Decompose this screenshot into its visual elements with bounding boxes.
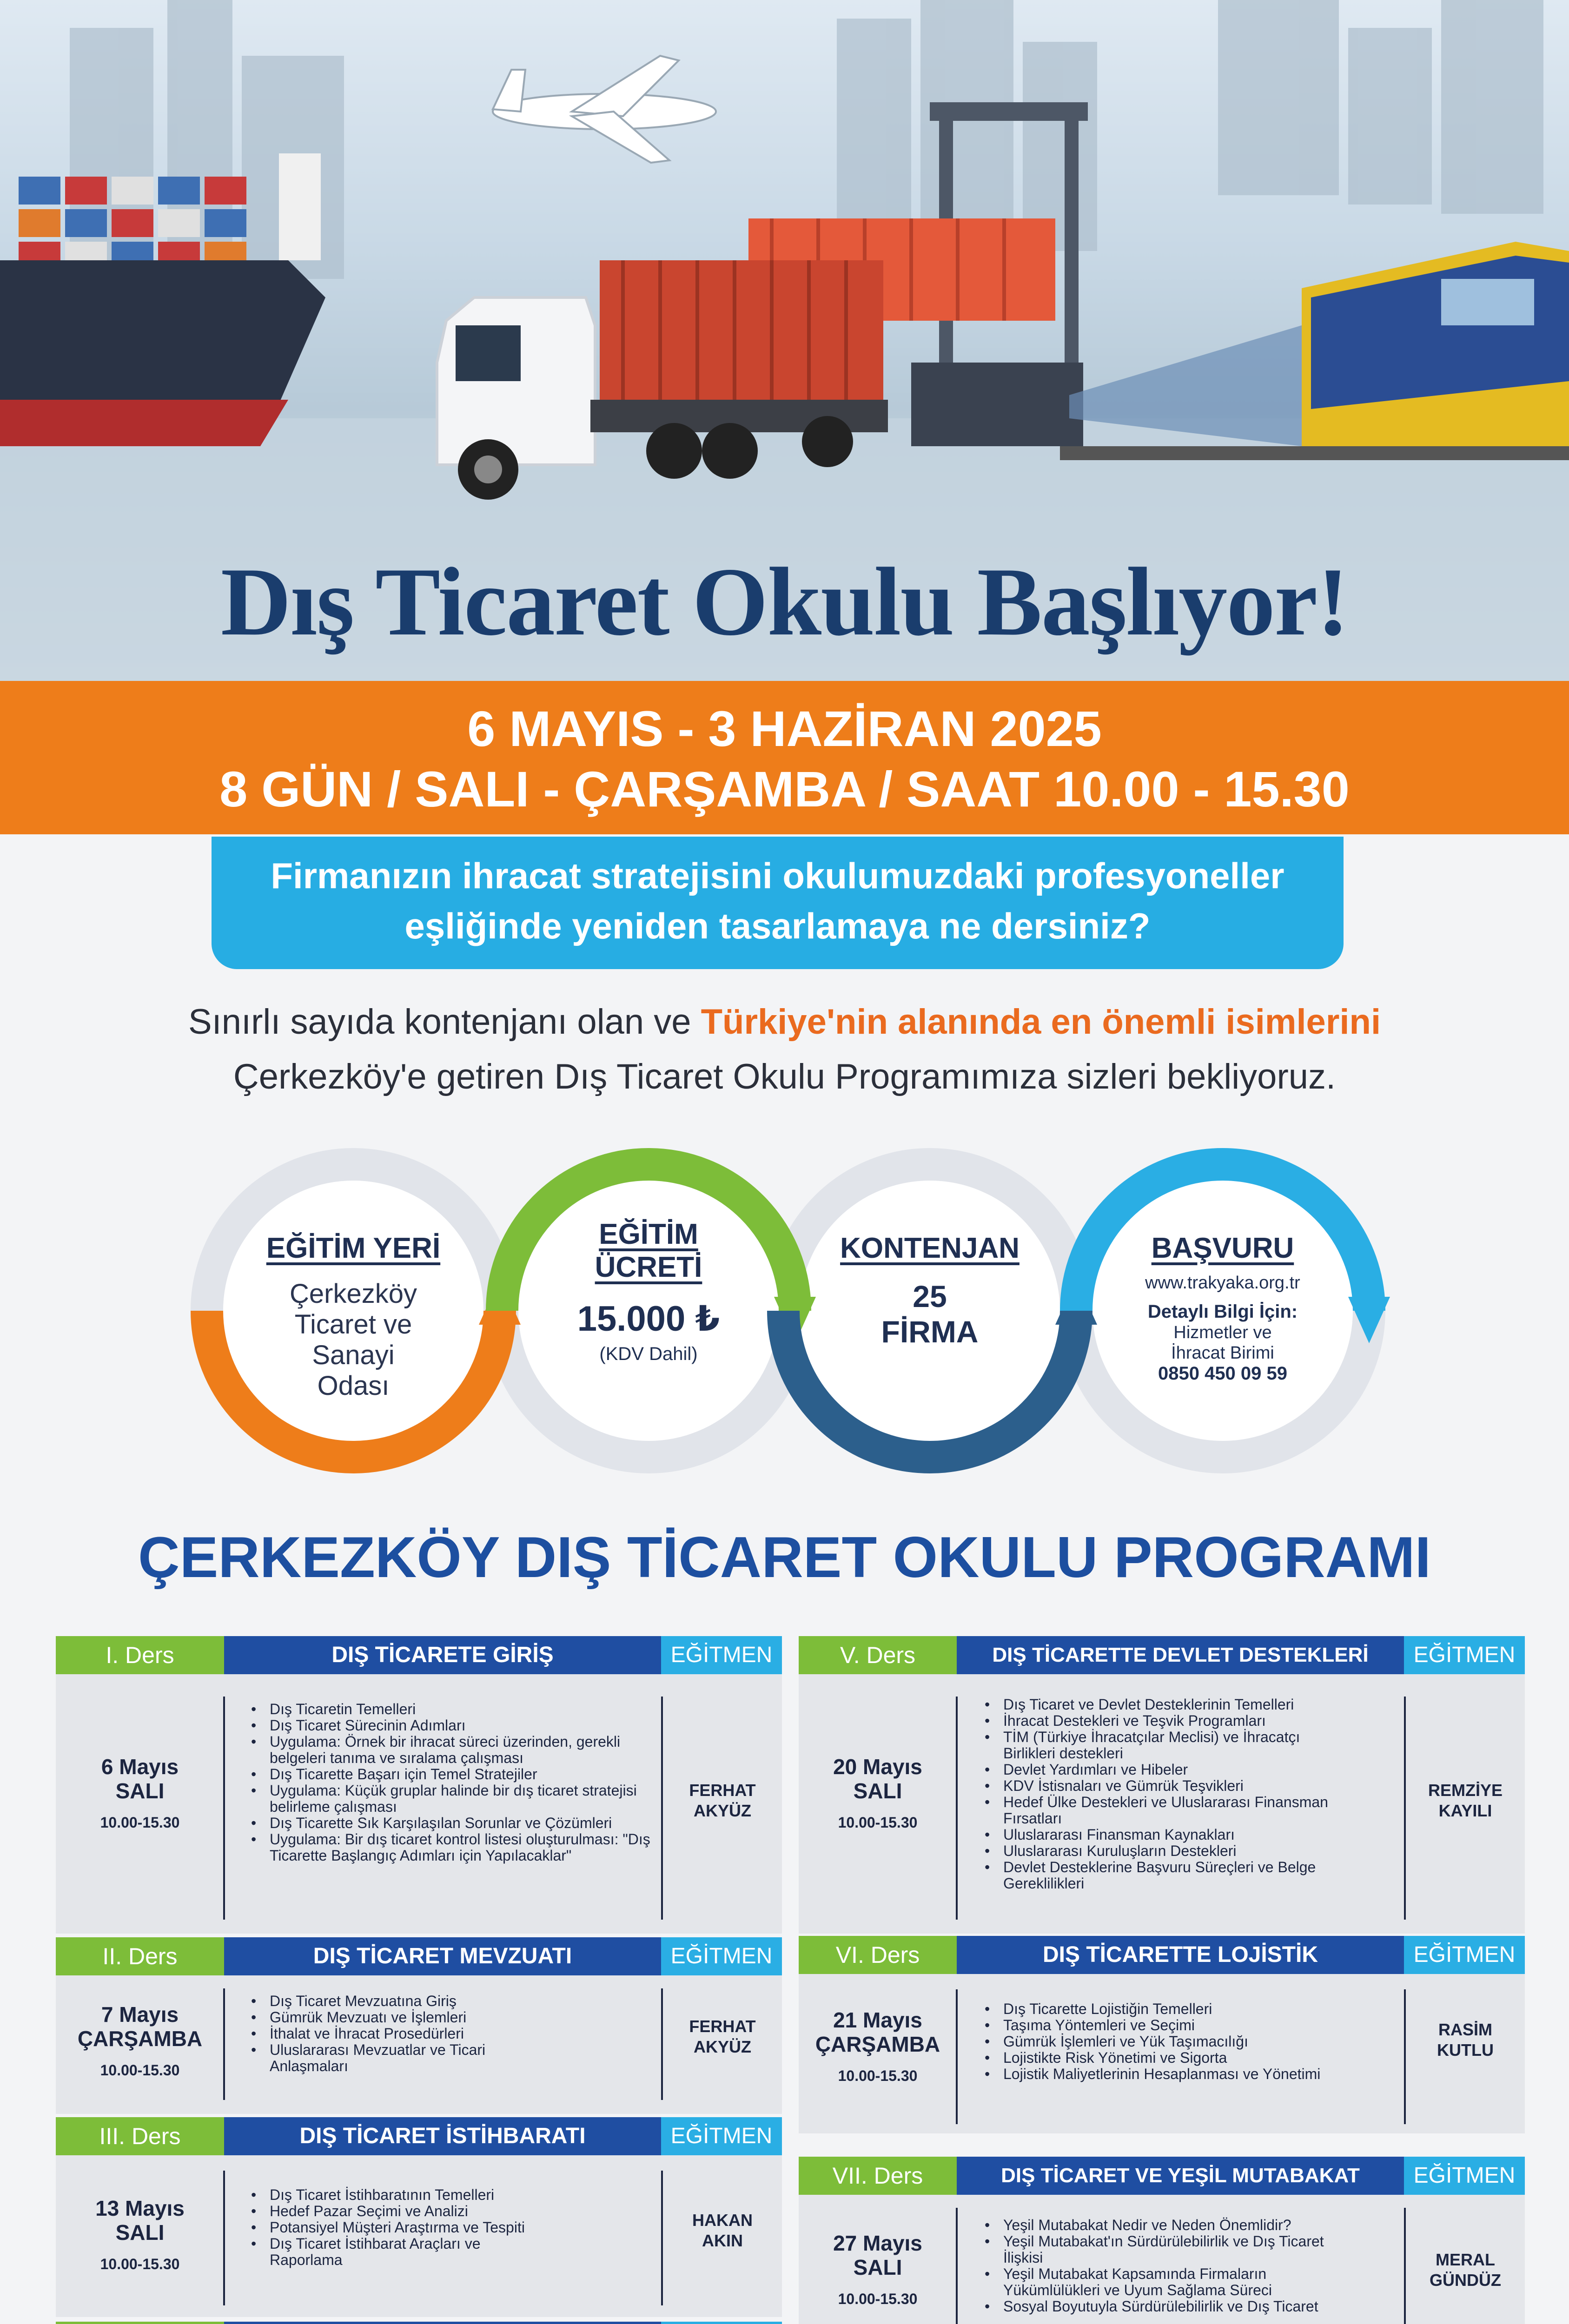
- lesson-date: [799, 2231, 957, 2308]
- trainer-label: EĞİTMEN: [661, 1937, 782, 1975]
- lesson-title: DIŞ TİCARETTE LOJİSTİK: [957, 1936, 1404, 1974]
- topic-item: • Dış Ticaret İstihbaratının Temelleri: [251, 2187, 651, 2203]
- invitation-box: [212, 837, 1344, 969]
- lesson-number: II. Ders: [56, 1937, 224, 1975]
- trainer-name: [663, 2210, 782, 2251]
- lesson-header: [56, 1937, 782, 1975]
- topic-list: [985, 2217, 1394, 2315]
- lesson-block-1: [56, 1636, 782, 1934]
- topic-item: • Sosyal Boyutuyla Sürdürülebilirlik ve Dış Ticaret: [985, 2298, 1366, 2315]
- trainer-label: EĞİTMEN: [1404, 2157, 1525, 2195]
- lesson-number: V. Ders: [799, 1636, 957, 1674]
- lesson-title: [224, 2322, 661, 2324]
- invitation-line-2: eşliğinde yeniden tasarlamaya ne dersiniz?: [404, 905, 1151, 946]
- trainer-first: FERHAT: [689, 1781, 756, 1800]
- trainer-first: MERAL: [1436, 2250, 1495, 2269]
- hero-banner: [0, 0, 1569, 681]
- lesson-day: 13 Mayıs: [95, 2196, 185, 2220]
- trainer-last: AKYÜZ: [694, 1801, 751, 1820]
- topic-item: • Yeşil Mutabakat Kapsamında Firmaların Yükümlülükleri ve Uyum Sağlama Süreci: [985, 2266, 1357, 2298]
- lesson-number: VII. Ders: [799, 2157, 957, 2195]
- lesson-number: I. Ders: [56, 1636, 224, 1674]
- lesson-date: [799, 1755, 957, 1831]
- date-range: 6 MAYIS - 3 HAZİRAN 2025: [467, 700, 1102, 757]
- trainer-last: AKYÜZ: [694, 2037, 751, 2056]
- topic-list: [251, 1701, 651, 1864]
- topic-item: • Dış Ticarette Sık Karşılaşılan Sorunlar ve Çözümleri: [251, 1815, 651, 1831]
- topic-item: • Lojistik Maliyetlerinin Hesaplanması ve Yönetimi: [985, 2066, 1347, 2082]
- topic-item: • Uluslararası Kuruluşların Destekleri: [985, 1843, 1394, 1859]
- lesson-time: 10.00-15.30: [838, 2291, 918, 2307]
- lesson-header: [56, 2322, 782, 2324]
- venue-line: Sanayi: [312, 1340, 395, 1370]
- topic-list: [985, 1697, 1394, 1892]
- intro-highlight: Türkiye'nin alanında en önemli isimlerini: [701, 1002, 1381, 1042]
- fee-head-2: ÜCRETİ: [595, 1251, 702, 1283]
- topic-item: • Devlet Yardımları ve Hibeler: [985, 1762, 1394, 1778]
- quota-unit: FİRMA: [881, 1314, 979, 1349]
- topic-item: • Uygulama: Örnek bir ihracat süreci üzerinden, gerekli belgeleri tanıma ve sıralama çalışması: [251, 1734, 651, 1766]
- trainer-first: RASİM: [1438, 2020, 1492, 2039]
- apply-url[interactable]: www.trakyaka.org.tr: [1145, 1273, 1300, 1293]
- lesson-time: 10.00-15.30: [838, 2067, 918, 2084]
- topic-item: • KDV İstisnaları ve Gümrük Teşvikleri: [985, 1778, 1394, 1794]
- lesson-header: [799, 2157, 1525, 2195]
- divider: [956, 1989, 958, 2124]
- topic-item: • Dış Ticaret İstihbarat Araçları ve Raporlama: [251, 2236, 539, 2268]
- trainer-first: FERHAT: [689, 2017, 756, 2036]
- truck-icon: [437, 260, 888, 500]
- fee-head-1: EĞİTİM: [599, 1218, 698, 1250]
- divider: [956, 2208, 958, 2324]
- lesson-date: [56, 2196, 224, 2273]
- topic-item: • Yeşil Mutabakat'ın Sürdürülebilirlik ve Dış Ticaret İlişkisi: [985, 2233, 1347, 2266]
- venue-body: [246, 1279, 460, 1401]
- lesson-weekday: SALI: [115, 2220, 165, 2245]
- lesson-number: III. Ders: [56, 2117, 224, 2155]
- trainer-label: EĞİTMEN: [661, 2117, 782, 2155]
- fee-info: [542, 1218, 755, 1365]
- topic-item: • Uygulama: Küçük gruplar halinde bir dış ticaret stratejisi belirleme çalışması: [251, 1783, 651, 1815]
- apply-unit-2: İhracat Birimi: [1171, 1343, 1274, 1363]
- lesson-block-6: [799, 1936, 1525, 2133]
- quota-head: KONTENJAN: [840, 1232, 1020, 1264]
- topic-item: • Uygulama: Bir dış ticaret kontrol listesi oluşturulması: "Dış Ticarette Başlangıç Adımları için Yapılacaklar": [251, 1831, 651, 1864]
- intro-pre: Sınırlı sayıda kontenjanı olan ve: [188, 1002, 701, 1042]
- topic-item: • Uluslararası Finansman Kaynakları: [985, 1827, 1394, 1843]
- topic-item: • Gümrük İşlemleri ve Yük Taşımacılığı: [985, 2034, 1394, 2050]
- lesson-time: 10.00-15.30: [100, 2062, 180, 2079]
- trainer-name: [1406, 2250, 1525, 2291]
- trainer-first: HAKAN: [692, 2211, 753, 2230]
- apply-unit-1: Hizmetler ve: [1173, 1323, 1272, 1342]
- topic-item: • Hedef Pazar Seçimi ve Analizi: [251, 2203, 651, 2219]
- topic-item: • Dış Ticarette Lojistiğin Temelleri: [985, 2001, 1394, 2017]
- lesson-weekday: ÇARŞAMBA: [77, 2027, 203, 2051]
- lesson-block-7: [799, 2157, 1525, 2324]
- divider: [223, 1697, 225, 1920]
- lesson-weekday: SALI: [115, 1779, 165, 1803]
- lesson-day: 21 Mayıs: [833, 2008, 922, 2032]
- lesson-title: DIŞ TİCARET İSTİHBARATI: [224, 2117, 661, 2155]
- topic-item: • İthalat ve İhracat Prosedürleri: [251, 2026, 651, 2042]
- lesson-header: [799, 1636, 1525, 1674]
- lesson-weekday: ÇARŞAMBA: [815, 2032, 940, 2056]
- trainer-label: EĞİTMEN: [661, 1636, 782, 1674]
- lesson-title: DIŞ TİCARET VE YEŞİL MUTABAKAT: [957, 2157, 1404, 2195]
- topic-item: • Dış Ticaret ve Devlet Desteklerinin Temelleri: [985, 1697, 1319, 1713]
- quota-info: [823, 1232, 1037, 1349]
- venue-head: EĞİTİM YERİ: [266, 1232, 441, 1264]
- apply-phone[interactable]: 0850 450 09 59: [1158, 1363, 1288, 1384]
- lesson-title: DIŞ TİCARET MEVZUATI: [224, 1937, 661, 1975]
- lesson-day: 7 Mayıs: [101, 2002, 179, 2027]
- trainer-label: EĞİTMEN: [1404, 1636, 1525, 1674]
- lesson-time: 10.00-15.30: [100, 2256, 180, 2272]
- topic-item: • Dış Ticaret Sürecinin Adımları: [251, 1717, 651, 1734]
- trainer-last: KAYILI: [1438, 1801, 1492, 1820]
- lesson-header: [799, 1936, 1525, 1974]
- lesson-day: 20 Mayıs: [833, 1755, 922, 1779]
- topic-item: • Dış Ticaret Mevzuatına Giriş: [251, 1993, 651, 2009]
- trainer-last: AKIN: [702, 2231, 743, 2250]
- airplane-icon: [493, 56, 716, 163]
- quota-count: 25: [913, 1279, 947, 1314]
- topic-item: • Hedef Ülke Destekleri ve Uluslararası Finansman Fırsatları: [985, 1794, 1329, 1827]
- lesson-header: [56, 2117, 782, 2155]
- divider: [223, 2171, 225, 2305]
- trainer-label: EĞİTMEN: [1404, 1936, 1525, 1974]
- trainer-last: GÜNDÜZ: [1430, 2271, 1501, 2290]
- topic-list: [251, 1993, 651, 2074]
- invitation-line-1: Firmanızın ihracat stratejisini okulumuzdaki profesyoneller: [271, 855, 1284, 896]
- topic-list: [251, 2187, 651, 2268]
- intro-text: [0, 995, 1569, 1104]
- apply-label: Detaylı Bilgi İçin:: [1147, 1301, 1298, 1322]
- circle-arrows: [0, 1125, 1569, 1487]
- venue-info: [246, 1232, 460, 1401]
- lesson-day: 6 Mayıs: [101, 1755, 179, 1779]
- date-banner: [0, 681, 1569, 834]
- page-title: Dış Ticaret Okulu Başlıyor!: [220, 548, 1349, 656]
- lesson-title: DIŞ TİCARETE GİRİŞ: [224, 1636, 661, 1674]
- topic-item: • Devlet Desteklerine Başvuru Süreçleri ve Belge Gereklilikleri: [985, 1859, 1357, 1892]
- fee-note: (KDV Dahil): [599, 1344, 698, 1364]
- intro-line-2: Çerkezköy'e getiren Dış Ticaret Okulu Programımıza sizleri bekliyoruz.: [233, 1057, 1336, 1096]
- trainer-name: [1406, 2020, 1525, 2060]
- lesson-time: 10.00-15.30: [100, 1814, 180, 1831]
- trainer-name: [1406, 1780, 1525, 1821]
- topic-item: • İhracat Destekleri ve Teşvik Programları: [985, 1713, 1394, 1729]
- topic-item: • Dış Ticaretin Temelleri: [251, 1701, 651, 1717]
- lesson-block-5: [799, 1636, 1525, 1934]
- trainer-first: REMZİYE: [1428, 1781, 1503, 1800]
- topic-item: • Gümrük Mevzuatı ve İşlemleri: [251, 2009, 651, 2026]
- lesson-title: DIŞ TİCARETTE DEVLET DESTEKLERİ: [957, 1636, 1404, 1674]
- lesson-weekday: SALI: [853, 2255, 902, 2279]
- topic-item: • Taşıma Yöntemleri ve Seçimi: [985, 2017, 1394, 2034]
- lesson-block-3: [56, 2117, 782, 2317]
- trainer-name: [663, 2016, 782, 2057]
- lesson-day: 27 Mayıs: [833, 2231, 922, 2255]
- lesson-block-4: [56, 2322, 782, 2324]
- trainer-name: [663, 1780, 782, 1821]
- trainer-last: KUTLU: [1437, 2040, 1494, 2060]
- lesson-date: [799, 2008, 957, 2085]
- program-title: ÇERKEZKÖY DIŞ TİCARET OKULU PROGRAMI: [138, 1525, 1431, 1590]
- apply-info: [1116, 1232, 1330, 1384]
- lesson-weekday: SALI: [853, 1779, 902, 1803]
- topic-list: [985, 2001, 1394, 2082]
- lesson-date: [56, 2002, 224, 2079]
- divider: [956, 1697, 958, 1920]
- trainer-label: [661, 2322, 782, 2324]
- apply-head: BAŞVURU: [1151, 1232, 1294, 1264]
- lesson-number: [56, 2322, 224, 2324]
- lesson-time: 10.00-15.30: [838, 1814, 918, 1831]
- venue-line: Çerkezköy: [290, 1279, 417, 1309]
- info-circles: [0, 1125, 1569, 1487]
- lesson-header: [56, 1636, 782, 1674]
- lesson-date: [56, 1755, 224, 1831]
- venue-line: Ticaret ve: [294, 1309, 412, 1340]
- topic-item: • Dış Ticarette Başarı için Temel Stratejiler: [251, 1766, 651, 1783]
- schedule-line: 8 GÜN / SALI - ÇARŞAMBA / SAAT 10.00 - 15.30: [219, 761, 1350, 817]
- topic-item: • Yeşil Mutabakat Nedir ve Neden Önemlidir?: [985, 2217, 1301, 2233]
- topic-item: • Uluslararası Mevzuatlar ve Ticari Anlaşmaları: [251, 2042, 493, 2074]
- divider: [223, 1988, 225, 2100]
- fee-price: 15.000 ₺: [577, 1299, 720, 1339]
- topic-item: • TİM (Türkiye İhracatçılar Meclisi) ve İhracatçı Birlikleri destekleri: [985, 1729, 1319, 1762]
- lesson-block-2: [56, 1937, 782, 2114]
- topic-item: • Lojistikte Risk Yönetimi ve Sigorta: [985, 2050, 1394, 2066]
- lesson-number: VI. Ders: [799, 1936, 957, 1974]
- topic-item: • Potansiyel Müşteri Araştırma ve Tespiti: [251, 2219, 539, 2236]
- intro-line-1: [0, 995, 1569, 1050]
- venue-line: Odası: [317, 1371, 390, 1401]
